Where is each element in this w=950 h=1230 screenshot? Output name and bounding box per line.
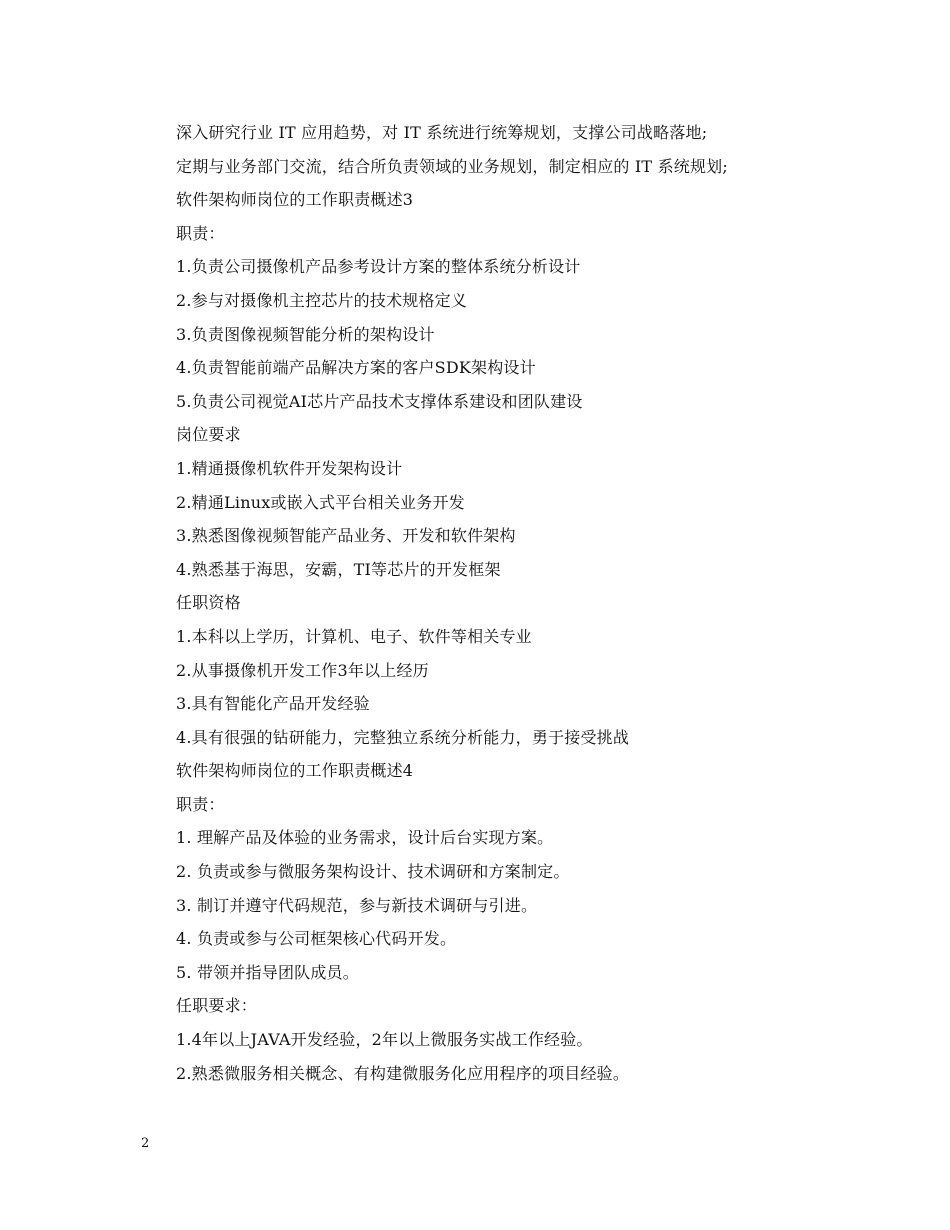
list-item: 1.本科以上学历，计算机、电子、软件等相关专业 bbox=[176, 626, 532, 646]
list-item: 1. 理解产品及体验的业务需求，设计后台实现方案。 bbox=[176, 828, 554, 848]
list-item: 3.负责图像视频智能分析的架构设计 bbox=[176, 324, 435, 344]
page-number: 2 bbox=[141, 1136, 150, 1151]
list-item: 1.4年以上JAVA开发经验，2年以上微服务实战工作经验。 bbox=[176, 1030, 593, 1050]
list-item: 2.从事摄像机开发工作3年以上经历 bbox=[176, 660, 429, 680]
section-heading: 软件架构师岗位的工作职责概述3 bbox=[176, 190, 414, 210]
document-body bbox=[176, 116, 876, 1090]
list-item: 2.精通Linux或嵌入式平台相关业务开发 bbox=[176, 492, 465, 512]
list-item: 1.精通摄像机软件开发架构设计 bbox=[176, 458, 403, 478]
list-item: 5.负责公司视觉AI芯片产品技术支撑体系建设和团队建设 bbox=[176, 391, 583, 411]
list-item: 2. 负责或参与微服务架构设计、技术调研和方案制定。 bbox=[176, 862, 570, 882]
subheading: 任职资格 bbox=[176, 593, 241, 613]
subheading: 岗位要求 bbox=[176, 425, 241, 445]
list-item: 3.熟悉图像视频智能产品业务、开发和软件架构 bbox=[176, 526, 516, 546]
list-item: 3. 制订并遵守代码规范，参与新技术调研与引进。 bbox=[176, 895, 538, 915]
subheading: 职责： bbox=[176, 223, 225, 243]
text-line: 深入研究行业 IT 应用趋势，对 IT 系统进行统筹规划，支撑公司战略落地; bbox=[176, 123, 708, 142]
subheading: 职责： bbox=[176, 794, 225, 814]
list-item: 2.参与对摄像机主控芯片的技术规格定义 bbox=[176, 290, 468, 310]
text-line: 定期与业务部门交流，结合所负责领域的业务规划，制定相应的 IT 系统规划; bbox=[176, 156, 728, 176]
section-heading: 软件架构师岗位的工作职责概述4 bbox=[176, 761, 414, 781]
list-item: 4.负责智能前端产品解决方案的客户SDK架构设计 bbox=[176, 358, 536, 378]
list-item: 3.具有智能化产品开发经验 bbox=[176, 694, 370, 714]
list-item: 4.具有很强的钻研能力，完整独立系统分析能力，勇于接受挑战 bbox=[176, 727, 630, 747]
list-item: 4. 负责或参与公司框架核心代码开发。 bbox=[176, 929, 457, 949]
list-item: 2.熟悉微服务相关概念、有构建微服务化应用程序的项目经验。 bbox=[176, 1063, 630, 1083]
list-item: 1.负责公司摄像机产品参考设计方案的整体系统分析设计 bbox=[176, 257, 581, 277]
list-item: 5. 带领并指导团队成员。 bbox=[176, 962, 359, 982]
subheading: 任职要求： bbox=[176, 996, 258, 1016]
list-item: 4.熟悉基于海思，安霸，TI等芯片的开发框架 bbox=[176, 559, 501, 579]
